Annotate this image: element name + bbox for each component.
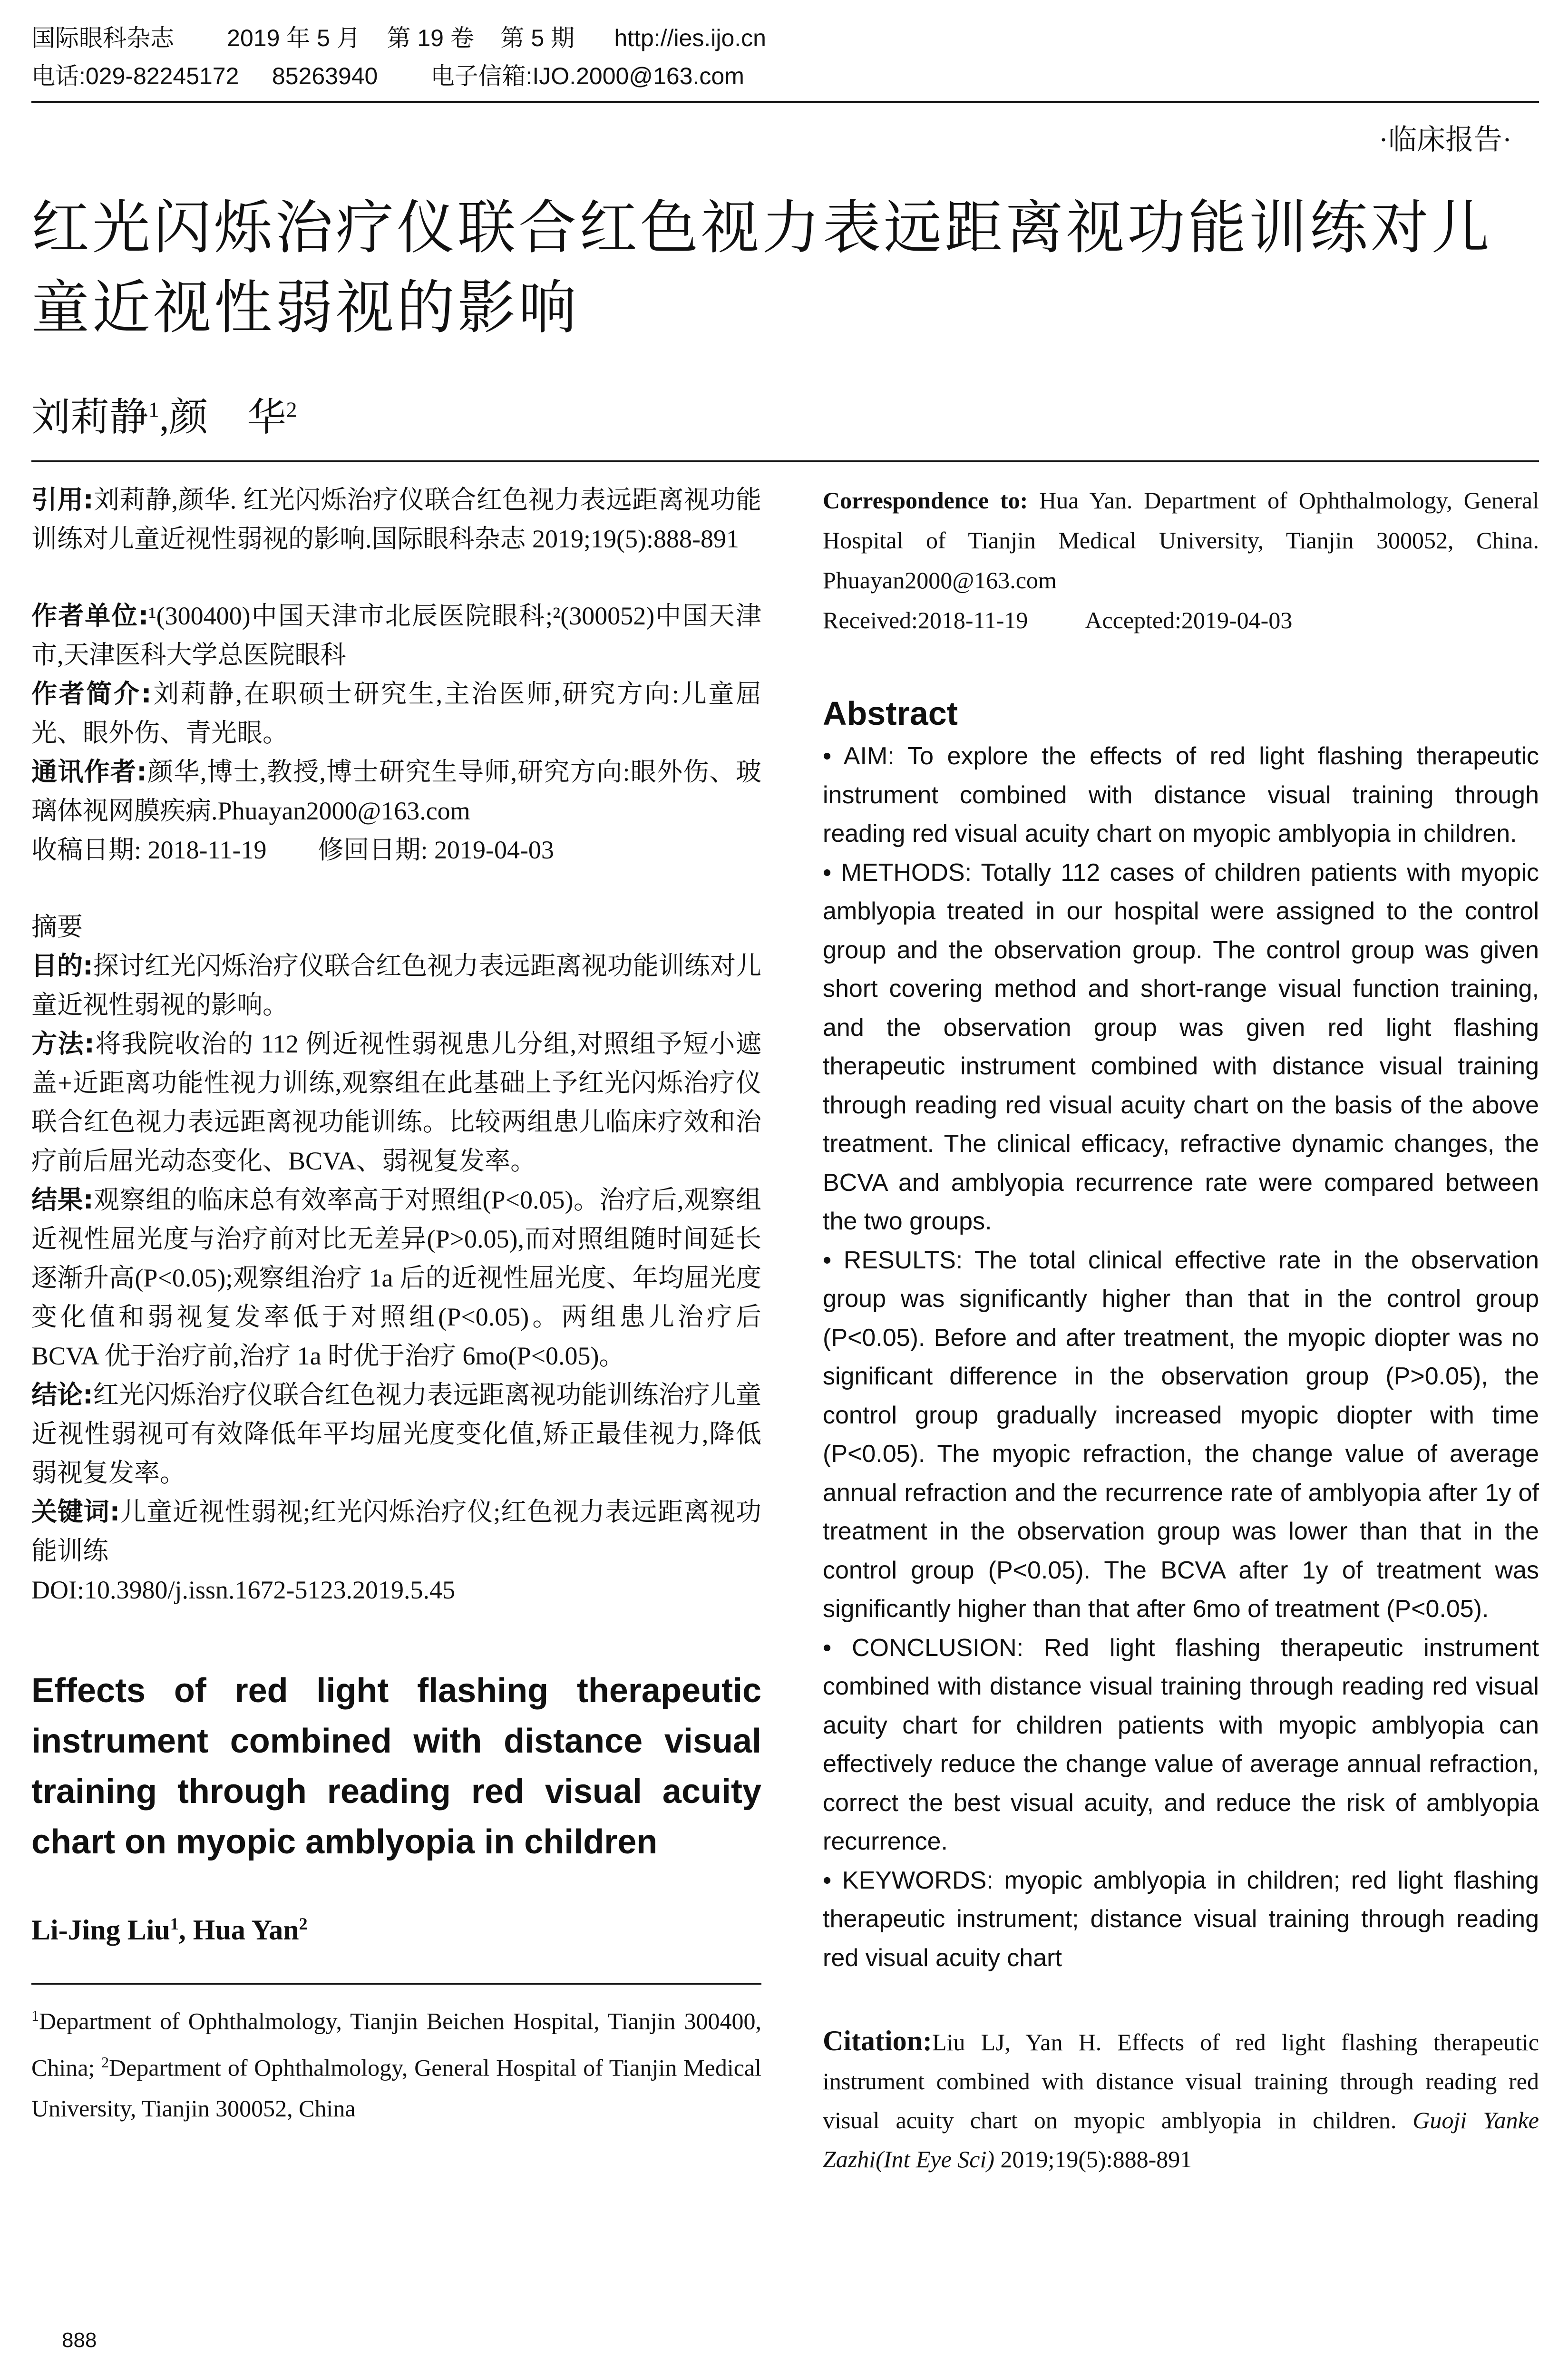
email[interactable]: 电子信箱:IJO.2000@163.com (430, 63, 744, 89)
header-line-2 (31, 57, 1539, 95)
volume: 第 19 卷 (387, 25, 474, 51)
citation-en-tail: 2019;19(5):888-891 (994, 2146, 1192, 2172)
author-en-1-sup: 1 (170, 1914, 179, 1933)
article-title-en: Effects of red light flashing therapeutic instrument combined with distance visual training through reading red visual acuity chart on myopic amblyopia in children (31, 1672, 761, 1861)
journal-url[interactable]: http://ies.ijo.cn (614, 25, 766, 51)
citation-cn (31, 480, 761, 558)
issue-date: 2019 年 5 月 (227, 25, 360, 51)
article-title-cn: 红光闪烁治疗仪联合红色视力表远距离视功能训练对儿童近视性弱视的影响 (31, 194, 1492, 341)
right-column (823, 480, 1539, 2179)
citation-text: 刘莉静,颜华. 红光闪烁治疗仪联合红色视力表远距离视功能训练对儿童近视性弱视的影响.国际眼科杂志 2019;19(5):888-891 (31, 486, 761, 553)
conclusion-cn (31, 1375, 761, 1492)
doi[interactable]: DOI:10.3980/j.issn.1672-5123.2019.5.45 (31, 1576, 455, 1604)
dates-en (823, 600, 1539, 640)
accepted: Accepted:2019-04-03 (1085, 607, 1293, 633)
correspondence-en (823, 480, 1539, 600)
keywords-en: • KEYWORDS: myopic amblyopia in children; red light flashing therapeutic instrument; distance visual training through reading red visual acuity chart (823, 1866, 1539, 1972)
phone2: 85263940 (272, 63, 378, 89)
citation-en-text: Liu LJ, Yan H. Effects of red light flashing therapeutic instrument combined with distance visual training through reading red visual acuity chart on myopic amblyopia in children. (823, 2029, 1539, 2133)
title-rule (31, 460, 1539, 462)
keywords-label: 关键词: (31, 1497, 120, 1527)
citation-label: 引用: (31, 485, 94, 515)
corr-text: 颜华,博士,教授,博士研究生导师,研究方向:眼外伤、玻璃体视网膜疾病.Phuayan2000@163.com (31, 758, 761, 825)
corresponding-author (31, 752, 761, 830)
units-text: ¹(300400)中国天津市北辰医院眼科;²(300052)中国天津市,天津医科大学总医院眼科 (31, 602, 761, 669)
author-en-2-sup: 2 (299, 1914, 308, 1933)
correspondence-label: Correspondence to: (823, 487, 1028, 514)
conclusion-en: • CONCLUSION: Red light flashing therapeutic instrument combined with distance visual training through reading red visual acuity chart for children patients with myopic amblyopia can effectively reduce the change value of average annual refraction, correct the best visual acuity, and reduce the risk of amblyopia recurrence. (823, 1634, 1539, 1855)
dates-cn: 收稿日期: 2018-11-19 修回日期: 2019-04-03 (31, 836, 554, 864)
author-1-sup: 1 (148, 397, 160, 422)
keywords-text: 儿童近视性弱视;红光闪烁治疗仪;红色视力表远距离视功能训练 (31, 1498, 761, 1565)
authors-cn (31, 386, 297, 442)
aim-label: 目的: (31, 951, 93, 981)
conclusion-text: 红光闪烁治疗仪联合红色视力表远距离视功能训练治疗儿童近视性弱视可有效降低年平均屈光度变化值,矫正最佳视力,降低弱视复发率。 (31, 1381, 761, 1487)
bio-label: 作者简介: (31, 679, 152, 709)
journal-header (31, 19, 1539, 95)
number: 第 5 期 (500, 25, 575, 51)
author-units (31, 596, 761, 674)
author-en-1: Li-Jing Liu (31, 1914, 170, 1946)
methods-label: 方法: (31, 1029, 95, 1059)
author-bio (31, 674, 761, 752)
aff-2: Department of Ophthalmology, General Hospital of Tianjin Medical University, Tianjin 300052, China (31, 2054, 761, 2122)
section-label: ·临床报告· (1379, 124, 1512, 156)
bio-text: 刘莉静,在职硕士研究生,主治医师,研究方向:儿童屈光、眼外伤、青光眼。 (31, 680, 761, 747)
units-label: 作者单位: (31, 601, 149, 631)
methods-text: 将我院收治的 112 例近视性弱视患儿分组,对照组予短小遮盖+近距离功能性视力训练,观察组在此基础上予红光闪烁治疗仪联合红色视力表远距离视功能训练。比较两组患儿临床疗效和治疗前后屈光动态变化、BCVA、弱视复发率。 (31, 1030, 761, 1175)
citation-en (823, 2021, 1539, 2179)
keywords-cn (31, 1492, 761, 1570)
conclusion-label: 结论: (31, 1380, 93, 1410)
author-en-2: Hua Yan (193, 1914, 299, 1946)
abstract-heading-en: Abstract (823, 695, 958, 732)
results-label: 结果: (31, 1185, 94, 1215)
aff-sup-2: 2 (101, 2053, 109, 2071)
results-en: • RESULTS: The total clinical effective rate in the observation group was significantly higher than that in the control group (P<0.05). Before and after treatment, the myopic diopter was no significant difference in the observation group (P>0.05), the control group gradually increased myopic diopter with time (P<0.05). The myopic refraction, the change value of average annual refraction and the recurrence rate of amblyopia after 1y of treatment in the observation group was lower than that in the control group (P<0.05). The BCVA after 1y of treatment was significantly higher than that after 6mo of treatment (P<0.05). (823, 1246, 1539, 1623)
received: Received:2018-11-19 (823, 607, 1028, 633)
author-en-sep: , (178, 1914, 193, 1946)
header-rule (31, 101, 1539, 103)
methods-cn (31, 1024, 761, 1180)
corr-label: 通讯作者: (31, 757, 147, 787)
author-2-sup: 2 (286, 397, 297, 422)
aim-en: • AIM: To explore the effects of red light flashing therapeutic instrument combined with distance visual training through reading red visual acuity chart on myopic amblyopia in children. (823, 742, 1539, 848)
results-text: 观察组的临床总有效率高于对照组(P<0.05)。治疗后,观察组近视性屈光度与治疗前对比无差异(P>0.05),而对照组随时间延长逐渐升高(P<0.05);观察组治疗 1a 后的近视性屈光度、年均屈光度变化值和弱视复发率低于对照组(P<0.05)。两组患儿治疗后 BCVA 优于治疗前,治疗 1a 时优于治疗 6mo(P<0.05)。 (31, 1186, 761, 1370)
citation-en-label: Citation: (823, 2025, 932, 2056)
author-2: 颜 华 (169, 396, 286, 439)
aim-text: 探讨红光闪烁治疗仪联合红色视力表远距离视功能训练对儿童近视性弱视的影响。 (31, 952, 761, 1019)
aim-cn (31, 946, 761, 1024)
left-column (31, 480, 761, 2129)
author-sep: , (159, 396, 169, 439)
methods-en: • METHODS: Totally 112 cases of children patients with myopic amblyopia treated in our hospital were assigned to the control group and the observation group. The control group was given short covering method and short-range visual function training, and the observation group was given red light flashing therapeutic instrument combined with distance visual training through reading red visual acuity chart on the basis of the above treatment. The clinical efficacy, refractive dynamic changes, the BCVA and amblyopia recurrence rate were compared between the two groups. (823, 858, 1539, 1235)
phone: 电话:029-82245172 (31, 63, 239, 89)
aff-1: Department of Ophthalmology, Tianjin Beichen Hospital, Tianjin 300400, China; (31, 2007, 761, 2081)
abstract-heading-cn: 摘要 (31, 912, 83, 942)
authors-en (31, 1904, 761, 1949)
header-line-1 (31, 19, 1539, 57)
citation-en-journal: Guoji Yanke Zazhi(Int Eye Sci) (823, 2107, 1539, 2172)
author-1: 刘莉静 (31, 396, 149, 439)
page-number: 888 (62, 2328, 97, 2352)
correspondence-text: Hua Yan. Department of Ophthalmology, General Hospital of Tianjin Medical University, Tianjin 300052, China. Phuayan2000@163.com (823, 487, 1539, 594)
affiliations-en (31, 1995, 761, 2129)
journal-name: 国际眼科杂志 (31, 25, 174, 51)
results-cn (31, 1180, 761, 1375)
aff-sup-1: 1 (31, 2007, 39, 2024)
